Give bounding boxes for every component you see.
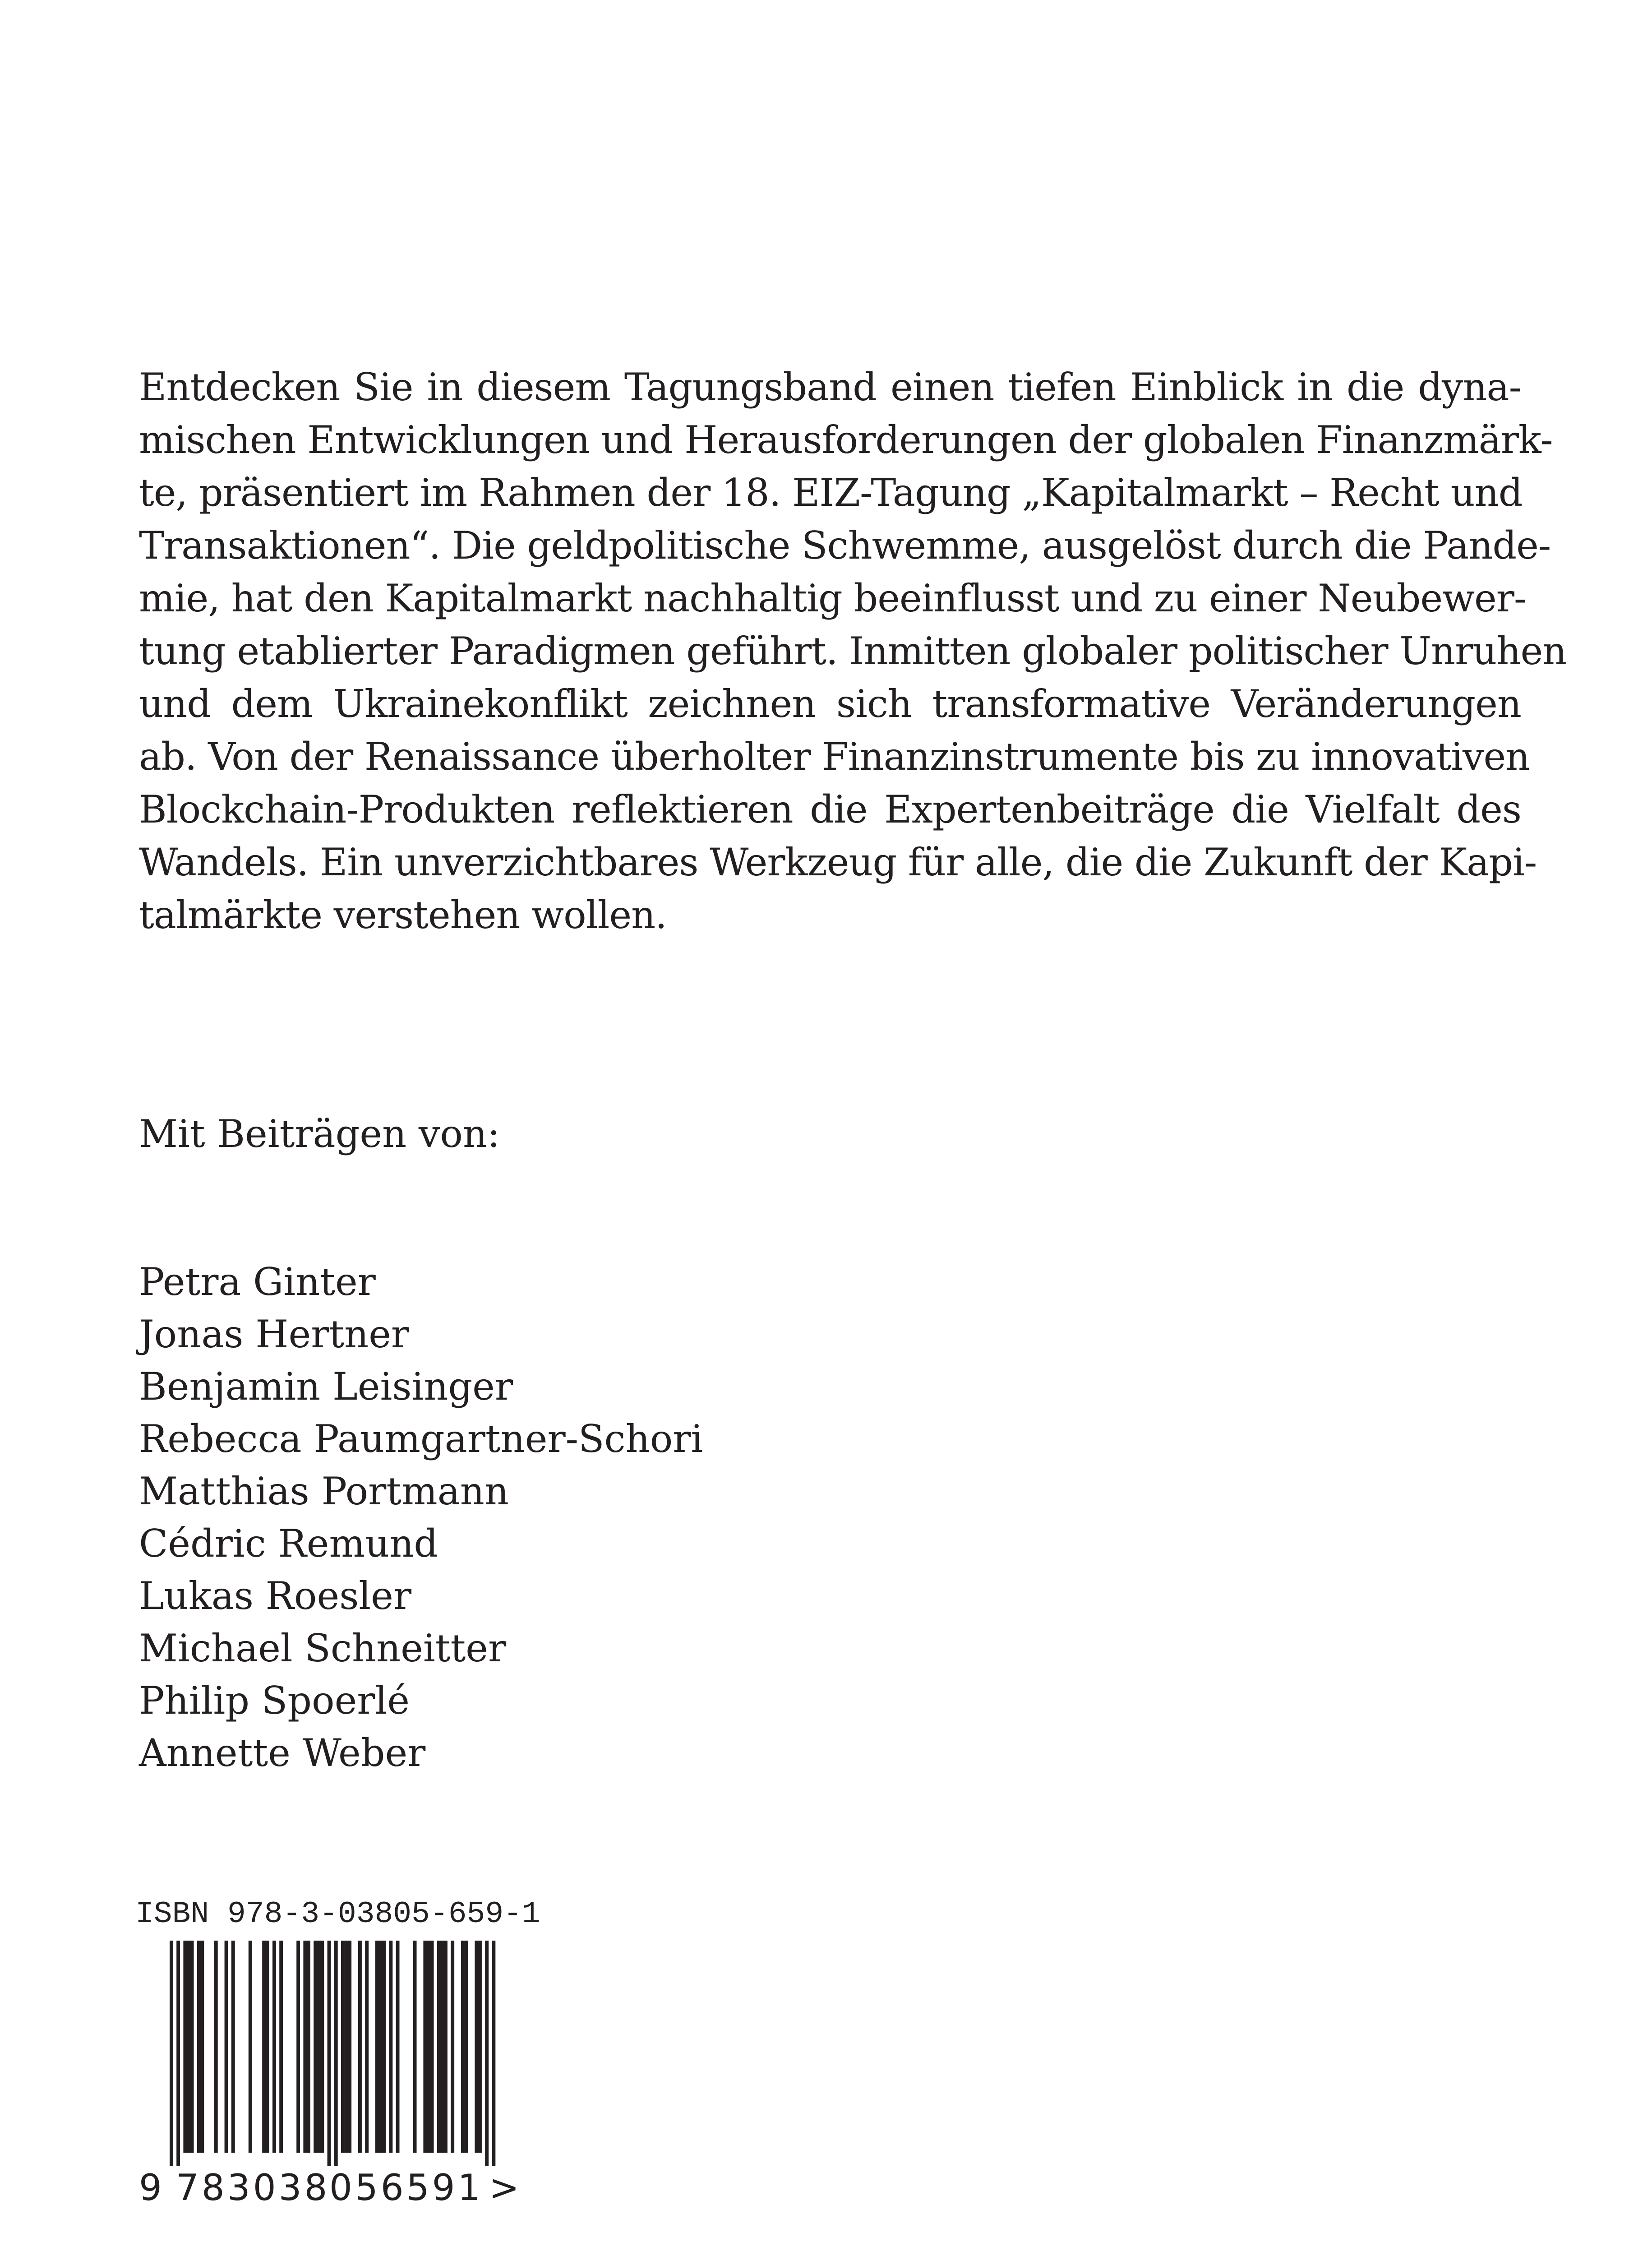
- barcode-bar: [303, 1941, 307, 2153]
- barcode-digits: [135, 2166, 523, 2210]
- contributor-name: Lukas Roesler: [139, 1574, 412, 1618]
- barcode-bar: [197, 1941, 201, 2153]
- barcode-bar: [396, 1941, 400, 2153]
- barcode-bar: [200, 1941, 204, 2153]
- barcode-bar: [437, 1941, 441, 2153]
- barcode-bar: [249, 1941, 252, 2153]
- barcode-bar: [413, 1941, 417, 2153]
- blurb-line: Wandels. Ein unverzichtbares Werkzeug für alle, die die Zukunft der Kapi-: [139, 840, 1537, 884]
- barcode-bar: [279, 1941, 283, 2153]
- barcode-bar: [348, 1941, 351, 2153]
- barcode: [135, 1941, 523, 2166]
- blurb-line: ab. Von der Renaissance überholter Finanzinstrumente bis zu innovativen: [139, 735, 1530, 779]
- barcode-guard-bar: [492, 1941, 495, 2166]
- blurb-line: te, präsentiert im Rahmen der 18. EIZ-Tagung „Kapitalmarkt – Recht und: [139, 471, 1523, 515]
- contributor-name: Philip Spoerlé: [139, 1678, 410, 1723]
- barcode-bar: [382, 1941, 386, 2153]
- blurb-line: Entdecken Sie in diesem Tagungsband einen tiefen Einblick in die dyna-: [139, 365, 1521, 409]
- contributor-name: Annette Weber: [139, 1731, 426, 1775]
- barcode-bar: [365, 1941, 369, 2153]
- barcode-bar: [307, 1941, 310, 2153]
- barcode-bar: [430, 1941, 434, 2153]
- barcode-bar: [423, 1941, 427, 2153]
- isbn-barcode-block: [135, 1896, 541, 2210]
- barcode-bar: [475, 1941, 478, 2153]
- contributors-list: [139, 1256, 1521, 1779]
- contributor-name: Benjamin Leisinger: [139, 1364, 513, 1409]
- barcode-bar: [345, 1941, 348, 2153]
- barcode-bar: [296, 1941, 300, 2153]
- barcode-bar: [317, 1941, 321, 2153]
- contributor-name: Jonas Hertner: [139, 1312, 410, 1356]
- barcode-left-digits: 783038: [176, 2167, 330, 2209]
- blurb-line: talmärkte verstehen wollen.: [139, 893, 667, 937]
- barcode-bar: [440, 1941, 444, 2153]
- barcode-bar: [314, 1941, 317, 2153]
- barcode-lead-digit: 9: [139, 2167, 162, 2209]
- blurb-line: mie, hat den Kapitalmarkt nachhaltig beeinflusst und zu einer Neubewer-: [139, 576, 1527, 620]
- barcode-bar: [478, 1941, 482, 2153]
- barcode-bar: [231, 1941, 235, 2153]
- blurb-paragraph: [139, 361, 1567, 942]
- contributors-heading: Mit Beiträgen von:: [139, 1112, 500, 1156]
- barcode-bar: [375, 1941, 379, 2153]
- contributor-name: Matthias Portmann: [139, 1469, 509, 1513]
- contributor-name: Petra Ginter: [139, 1260, 376, 1304]
- barcode-bar: [272, 1941, 276, 2153]
- barcode-bar: [461, 1941, 465, 2153]
- barcode-guard-bar: [170, 1941, 173, 2166]
- barcode-guard-bar: [328, 1941, 331, 2166]
- barcode-bar: [320, 1941, 324, 2153]
- barcode-bar: [262, 1941, 266, 2153]
- barcode-bar: [444, 1941, 448, 2153]
- blurb-line: tung etablierter Paradigmen geführt. Inmitten globaler politischer Unruhen: [139, 629, 1567, 673]
- barcode-guard-bar: [485, 1941, 489, 2166]
- barcode-bar: [358, 1941, 362, 2153]
- barcode-bar: [266, 1941, 269, 2153]
- barcode-bar: [341, 1941, 345, 2153]
- barcode-bar: [427, 1941, 430, 2153]
- blurb-line: mischen Entwicklungen und Herausforderungen der globalen Finanzmärk-: [139, 418, 1553, 462]
- barcode-bar: [451, 1941, 454, 2153]
- blurb-line: Blockchain-Produkten reflektieren die Expertenbeiträge die Vielfalt des: [139, 787, 1521, 832]
- barcode-bar: [225, 1941, 228, 2153]
- barcode-guard-bar: [176, 1941, 180, 2166]
- barcode-bar: [389, 1941, 392, 2153]
- barcode-bar: [379, 1941, 383, 2153]
- contributor-name: Michael Schneitter: [139, 1626, 507, 1670]
- barcode-bar: [465, 1941, 468, 2153]
- isbn-label: ISBN 978-3-03805-659-1: [135, 1897, 540, 1932]
- barcode-quiet-zone-mark: >: [489, 2167, 520, 2209]
- barcode-bar: [187, 1941, 190, 2153]
- blurb-line: Transaktionen“. Die geldpolitische Schwemme, ausgelöst durch die Pande-: [139, 523, 1551, 568]
- barcode-guard-bar: [334, 1941, 338, 2166]
- barcode-right-digits: 056591: [329, 2167, 484, 2209]
- blurb-line: und dem Ukrainekonflikt zeichnen sich transformative Veränderungen: [139, 682, 1521, 726]
- contributor-name: Rebecca Paumgartner-Schori: [139, 1417, 703, 1461]
- contributor-name: Cédric Remund: [139, 1521, 438, 1566]
- barcode-bar: [183, 1941, 187, 2153]
- barcode-bar: [214, 1941, 218, 2153]
- barcode-bar: [190, 1941, 194, 2153]
